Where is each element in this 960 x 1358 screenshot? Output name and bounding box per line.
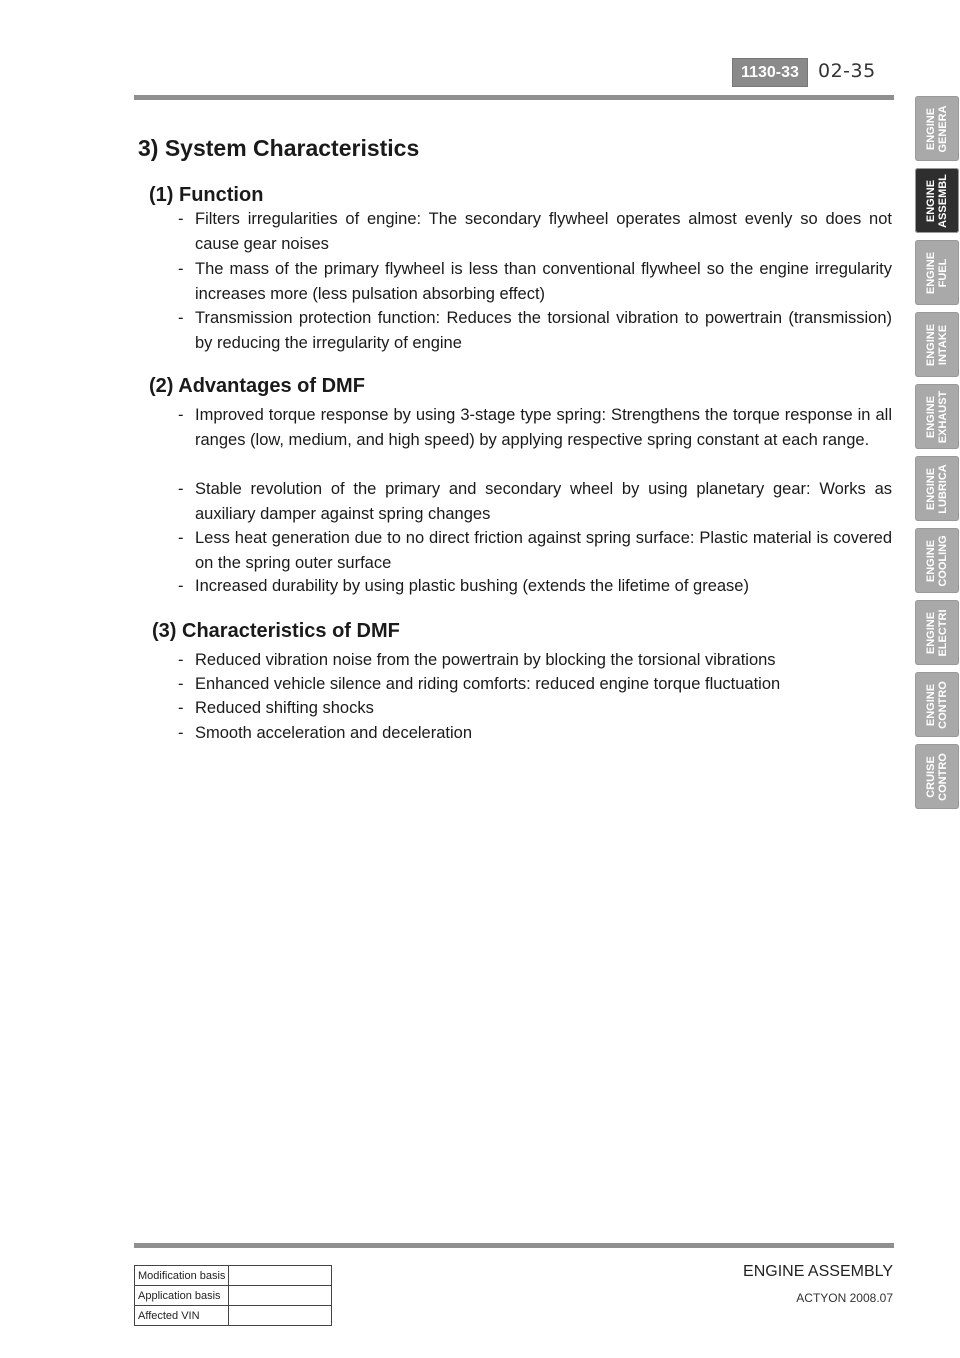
section-heading-function: (1) Function: [149, 184, 264, 206]
list-item-text: Reduced vibration noise from the powertrain by blocking the torsional vibrations: [195, 651, 776, 669]
tab-label-line1: ENGINE: [925, 539, 937, 582]
list-item-text: Increased durability by using plastic bushing (extends the lifetime of grease): [195, 577, 749, 595]
table-row: [135, 1266, 332, 1286]
tab-label-line2: CONTRO: [937, 752, 949, 801]
list-item: [178, 721, 892, 746]
tab-label-line1: CRUISE: [925, 755, 937, 798]
table-cell-value: [229, 1266, 332, 1286]
page-number: 02-35: [818, 60, 876, 82]
list-item-text: Enhanced vehicle silence and riding comforts: reduced engine torque fluctuation: [195, 675, 781, 693]
list-item-text: Improved torque response by using 3-stage type spring: Strengthens the torque response in all ranges (low, medium, and high speed) by applying respective spring constant at each range.: [195, 406, 892, 449]
tab-engine-cooling[interactable]: [915, 528, 959, 593]
list-item-text: The mass of the primary flywheel is less than conventional flywheel so the engine irregularity increases more (less pulsation absorbing effect): [195, 260, 892, 303]
list-item-text: Reduced shifting shocks: [195, 699, 374, 717]
list-item-text: Smooth acceleration and deceleration: [195, 724, 473, 742]
list-item: [178, 306, 892, 355]
tab-engine-general[interactable]: [915, 96, 959, 161]
table-row: [135, 1306, 332, 1326]
list-item: [178, 696, 892, 721]
tab-cruise-control[interactable]: [915, 744, 959, 809]
footer-divider: [134, 1243, 894, 1248]
bullet-dash: -: [178, 529, 184, 547]
section-code-badge: 1130-33: [732, 58, 808, 87]
tab-label-line1: ENGINE: [925, 395, 937, 438]
revision-table: [134, 1265, 332, 1326]
section-heading-characteristics: (3) Characteristics of DMF: [152, 620, 400, 642]
tab-engine-exhaust[interactable]: [915, 384, 959, 449]
tab-label-line1: ENGINE: [925, 683, 937, 726]
bullet-dash: -: [178, 210, 184, 228]
page-title: 3) System Characteristics: [138, 135, 420, 161]
tab-label-line2: FUEL: [937, 258, 949, 287]
table-cell-label: Affected VIN: [135, 1306, 229, 1326]
list-item: [178, 672, 892, 697]
table-cell-label: Application basis: [135, 1286, 229, 1306]
bullet-dash: -: [178, 724, 184, 742]
footer-chapter-title: ENGINE ASSEMBLY: [743, 1263, 893, 1280]
table-row: [135, 1286, 332, 1306]
tab-label-line2: EXHAUST: [937, 390, 949, 443]
tab-label-line2: ASSEMBL: [937, 173, 949, 228]
list-item: [178, 403, 892, 452]
list-item: [178, 257, 892, 306]
tab-engine-lubrication[interactable]: [915, 456, 959, 521]
tab-engine-fuel[interactable]: [915, 240, 959, 305]
list-item: [178, 477, 892, 526]
tab-label-line2: ELECTRI: [937, 608, 949, 657]
tab-label-line2: GENERA: [937, 104, 949, 153]
table-cell-value: [229, 1286, 332, 1306]
tab-label-line1: ENGINE: [925, 179, 937, 222]
bullet-dash: -: [178, 577, 184, 595]
tab-label-line2: CONTRO: [937, 680, 949, 729]
tab-label-line1: ENGINE: [925, 323, 937, 366]
bullet-dash: -: [178, 675, 184, 693]
tab-label-line1: ENGINE: [925, 467, 937, 510]
bullet-dash: -: [178, 406, 184, 424]
list-item-text: Less heat generation due to no direct friction against spring surface: Plastic material is covered on the spring outer surface: [195, 529, 892, 572]
section-heading-advantages: (2) Advantages of DMF: [149, 375, 365, 397]
list-item: [178, 574, 892, 599]
header-divider: [134, 95, 894, 100]
list-item: [178, 207, 892, 256]
tab-engine-electrical[interactable]: [915, 600, 959, 665]
list-item: [178, 648, 892, 673]
tab-engine-assembly[interactable]: [915, 168, 959, 233]
bullet-dash: -: [178, 480, 184, 498]
tab-engine-control[interactable]: [915, 672, 959, 737]
footer-model-date: ACTYON 2008.07: [796, 1291, 893, 1305]
bullet-dash: -: [178, 309, 184, 327]
tab-engine-intake[interactable]: [915, 312, 959, 377]
bullet-dash: -: [178, 651, 184, 669]
tab-label-line2: COOLING: [937, 534, 949, 587]
list-item-text: Transmission protection function: Reduces the torsional vibration to powertrain (transmission) by reducing the irregularity of engine: [195, 309, 892, 352]
list-item: [178, 526, 892, 575]
list-item-text: Stable revolution of the primary and secondary wheel by using planetary gear: Works as auxiliary damper against spring changes: [195, 480, 892, 523]
bullet-dash: -: [178, 260, 184, 278]
tab-label-line1: ENGINE: [925, 611, 937, 654]
table-cell-label: Modification basis: [135, 1266, 229, 1286]
tab-label-line1: ENGINE: [925, 251, 937, 294]
list-item-text: Filters irregularities of engine: The secondary flywheel operates almost evenly so does not cause gear noises: [195, 210, 892, 253]
tab-label-line2: INTAKE: [937, 324, 949, 365]
tab-label-line1: ENGINE: [925, 107, 937, 150]
bullet-dash: -: [178, 699, 184, 717]
table-cell-value: [229, 1306, 332, 1326]
tab-label-line2: LUBRICA: [937, 463, 949, 514]
